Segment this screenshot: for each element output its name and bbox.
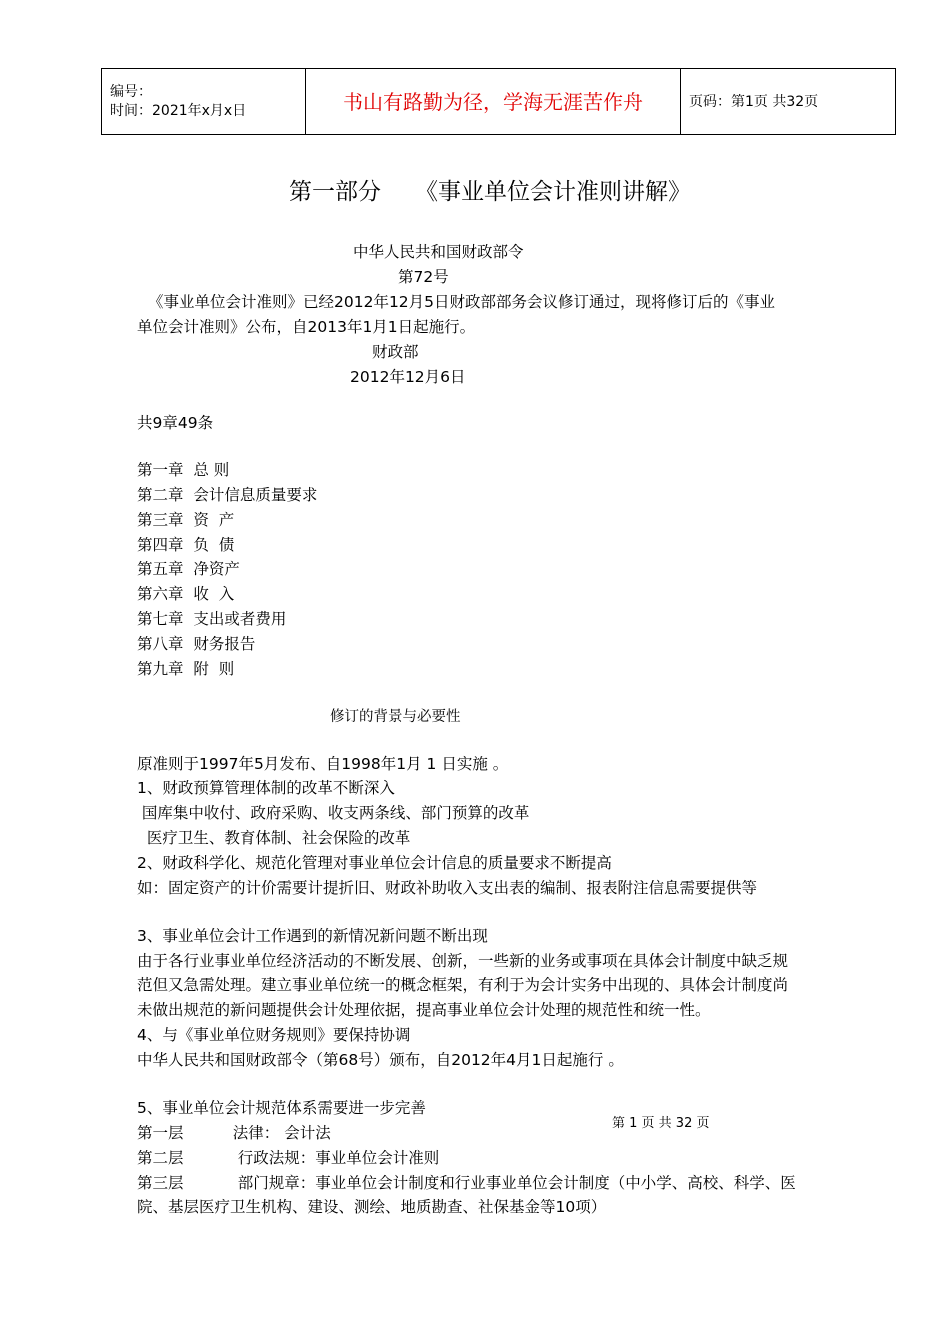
paragraph-line: 第一层 法律： 会计法: [137, 1124, 331, 1142]
header-meta-cell: [102, 69, 306, 135]
sign-date: 2012年12月6日: [350, 368, 466, 386]
paragraph-line: 由于各行业事业单位经济活动的不断发展、创新，一些新的业务或事项在具体会计制度中缺乏规: [137, 952, 789, 970]
motto: 书山有路勤为径，学海无涯苦作舟: [306, 69, 681, 135]
page-footer: 第 1 页 共 32 页: [612, 1116, 710, 1131]
section-heading: 修订的背景与必要性: [330, 709, 461, 725]
order-text-line-1: 《事业单位会计准则》已经2012年12月5日财政部部务会议修订通过，现将修订后的《事业: [148, 293, 776, 311]
paragraph-line: 中华人民共和国财政部令（第68号）颁布，自2012年4月1日起施行 。: [137, 1051, 624, 1069]
paragraph-line: 如：固定资产的计价需要计提折旧、财政补助收入支出表的编制、报表附注信息需要提供等: [137, 879, 758, 897]
chapter-item: 第一章 总 则: [137, 461, 230, 479]
signer: 财政部: [372, 343, 419, 361]
paragraph-line: 3、事业单位会计工作遇到的新情况新问题不断出现: [137, 927, 488, 945]
chapter-item: 第五章 净资产: [137, 560, 240, 578]
page-info: 页码：第1页 共32页: [681, 69, 896, 135]
chapter-item: 第六章 收 入: [137, 585, 235, 603]
order-text-line-2: 单位会计准则》公布，自2013年1月1日起施行。: [137, 318, 476, 336]
time-label: 时间：2021年x月x日: [110, 102, 247, 119]
chapter-item: 第七章 支出或者费用: [137, 610, 287, 628]
chapter-item: 第四章 负 债: [137, 536, 235, 554]
paragraph-line: 范但又急需处理。建立事业单位统一的概念框架，有利于为会计实务中出现的、具体会计制度尚: [137, 976, 789, 994]
chapter-item: 第九章 附 则: [137, 660, 235, 678]
paragraph-line: 原准则于1997年5月发布、自1998年1月 1 日实施 。: [137, 755, 509, 773]
chapter-summary: 共9章49条: [137, 414, 214, 432]
title-name: 《事业单位会计准则讲解》: [415, 179, 691, 205]
paragraph-line: 1、财政预算管理体制的改革不断深入: [137, 779, 395, 797]
paragraph-line: 4、与《事业单位财务规则》要保持协调: [137, 1026, 411, 1044]
chapter-item: 第二章 会计信息质量要求: [137, 486, 318, 504]
paragraph-line: 医疗卫生、教育体制、社会保险的改革: [137, 829, 411, 847]
title-part: 第一部分: [289, 179, 381, 205]
paragraph-line: 第二层 行政法规：事业单位会计准则: [137, 1149, 440, 1167]
header-table: [101, 68, 896, 135]
order-number: 第72号: [398, 268, 449, 286]
serial-label: 编号：: [110, 83, 152, 100]
paragraph-line: 5、事业单位会计规范体系需要进一步完善: [137, 1099, 426, 1117]
order-issuer: 中华人民共和国财政部令: [353, 243, 524, 261]
paragraph-line: 第三层 部门规章：事业单位会计制度和行业事业单位会计制度（中小学、高校、科学、医: [137, 1174, 796, 1192]
paragraph-line: 未做出规范的新问题提供会计处理依据，提高事业单位会计处理的规范性和统一性。: [137, 1001, 711, 1019]
chapter-item: 第三章 资 产: [137, 511, 235, 529]
paragraph-line: 院、基层医疗卫生机构、建设、测绘、地质勘查、社保基金等10项）: [137, 1198, 607, 1216]
paragraph-line: 国库集中收付、政府采购、收支两条线、部门预算的改革: [137, 804, 530, 822]
document-title: [0, 174, 950, 210]
chapter-item: 第八章 财务报告: [137, 635, 256, 653]
paragraph-line: 2、财政科学化、规范化管理对事业单位会计信息的质量要求不断提高: [137, 854, 612, 872]
